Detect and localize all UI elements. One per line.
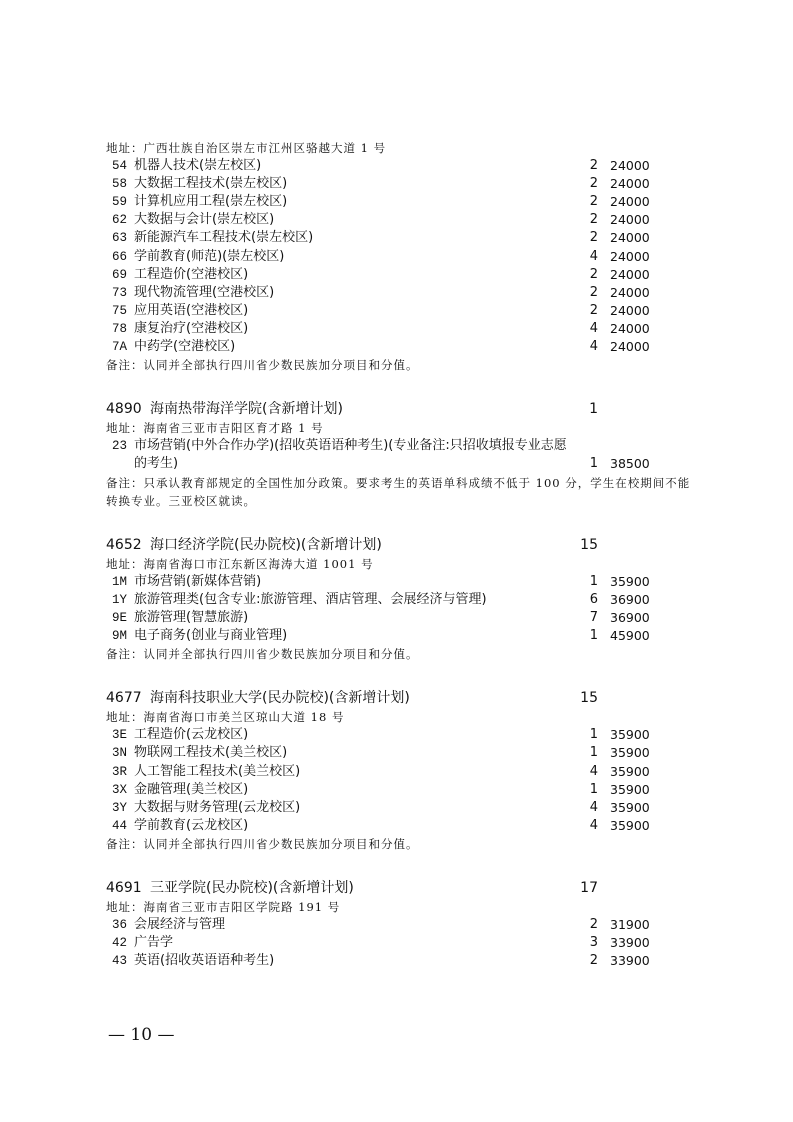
school-section <box>106 400 706 509</box>
major-plan-count: 6 <box>589 591 598 607</box>
address-label: 地址： <box>106 710 144 725</box>
note-text: 认同并全部执行四川省少数民族加分项目和分值。 <box>143 358 419 373</box>
major-tuition: 35900 <box>610 817 650 833</box>
address-label: 地址： <box>106 900 144 914</box>
major-name: 新能源汽车工程技术(崇左校区) <box>134 230 314 246</box>
major-row <box>106 284 706 302</box>
major-tuition: 31900 <box>610 917 650 933</box>
major-row <box>106 338 706 356</box>
major-tuition: 24000 <box>610 248 650 264</box>
major-tuition: 35900 <box>610 799 650 815</box>
major-tuition: 24000 <box>610 302 650 318</box>
major-tuition: 36900 <box>610 591 650 607</box>
school-address <box>106 898 706 916</box>
school-name: 海南科技职业大学(民办院校)(含新增计划) <box>150 690 410 707</box>
major-name: 电子商务(创业与商业管理) <box>134 628 288 644</box>
major-plan-count: 4 <box>589 799 598 815</box>
school-address <box>106 708 706 726</box>
major-name: 康复治疗(空港校区) <box>134 320 249 336</box>
major-name: 物联网工程技术(美兰校区) <box>134 745 288 761</box>
school-address <box>106 139 706 157</box>
major-code: 7A <box>112 340 128 355</box>
major-code: 3N <box>112 746 128 761</box>
major-code: 9E <box>112 610 128 625</box>
major-tuition: 45900 <box>610 628 650 644</box>
school-plan-count: 17 <box>580 880 598 896</box>
address-text: 海南省三亚市吉阳区育才路 1 号 <box>143 421 324 436</box>
major-tuition: 35900 <box>610 763 650 779</box>
major-plan-count: 2 <box>589 266 598 282</box>
major-code: 1M <box>112 574 128 589</box>
major-row <box>106 627 706 645</box>
major-tuition: 24000 <box>610 284 650 300</box>
major-tuition: 38500 <box>610 456 650 472</box>
major-row <box>106 799 706 817</box>
major-tuition: 24000 <box>610 339 650 355</box>
major-name: 旅游管理类(包含专业:旅游管理、酒店管理、会展经济与管理) <box>134 591 487 607</box>
school-plan-count: 1 <box>589 401 598 418</box>
major-plan-count: 4 <box>589 339 598 355</box>
address-text: 海南省海口市美兰区琼山大道 18 号 <box>143 710 345 725</box>
note-text: 认同并全部执行四川省少数民族加分项目和分值。 <box>143 836 419 851</box>
major-code: 58 <box>112 177 128 192</box>
school-note <box>106 645 706 663</box>
major-row <box>106 609 706 627</box>
major-tuition: 24000 <box>610 158 650 174</box>
major-row <box>106 952 706 970</box>
major-name: 人工智能工程技术(美兰校区) <box>134 763 301 779</box>
note-label: 备注： <box>106 647 144 662</box>
address-text: 海南省三亚市吉阳区学院路 191 号 <box>143 900 341 914</box>
address-text: 海南省海口市江东新区海涛大道 1001 号 <box>143 556 374 571</box>
major-name: 市场营销(新媒体营销) <box>134 573 262 589</box>
major-name: 应用英语(空港校区) <box>134 302 249 318</box>
major-tuition: 24000 <box>610 320 650 336</box>
major-row <box>106 763 706 781</box>
school-address <box>106 555 706 573</box>
major-row <box>106 229 706 247</box>
major-plan-count: 2 <box>589 194 598 210</box>
major-code: 3Y <box>112 800 128 815</box>
note-label: 备注： <box>106 475 144 490</box>
major-code: 23 <box>112 439 128 454</box>
major-code: 43 <box>112 954 128 969</box>
major-row <box>106 591 706 609</box>
major-name: 中药学(空港校区) <box>134 339 236 355</box>
major-row <box>106 266 706 284</box>
major-row <box>106 573 706 591</box>
major-code: 42 <box>112 936 128 951</box>
major-code: 63 <box>112 231 128 246</box>
note-label: 备注： <box>106 836 144 851</box>
major-plan-count: 3 <box>589 935 598 951</box>
address-label: 地址： <box>106 421 144 436</box>
major-code: 3R <box>112 764 128 779</box>
major-code: 3X <box>112 782 128 797</box>
major-name: 学前教育(云龙校区) <box>134 817 249 833</box>
address-label: 地址： <box>106 556 144 571</box>
major-code: 44 <box>112 818 128 833</box>
major-plan-count: 4 <box>589 320 598 336</box>
major-name: 大数据工程技术(崇左校区) <box>134 176 288 192</box>
major-plan-count: 4 <box>589 248 598 264</box>
major-name: 机器人技术(崇左校区) <box>134 158 262 174</box>
major-row <box>106 248 706 266</box>
major-name: 金融管理(美兰校区) <box>134 781 249 797</box>
school-note <box>106 356 706 374</box>
major-tuition: 24000 <box>610 212 650 228</box>
note-text: 只承认教育部规定的全国性加分政策。要求考生的英语单科成绩不低于 100 分，学生在校期间不能转换专业。三亚校区就读。 <box>106 475 691 508</box>
major-plan-count: 1 <box>589 745 598 761</box>
major-name: 大数据与财务管理(云龙校区) <box>134 799 301 815</box>
page-number: — 10 — <box>108 1025 175 1045</box>
major-code: 36 <box>112 918 128 933</box>
major-tuition: 24000 <box>610 194 650 210</box>
major-name: 现代物流管理(空港校区) <box>134 284 275 300</box>
school-id: 4652 <box>106 536 142 553</box>
major-name: 工程造价(空港校区) <box>134 266 249 282</box>
major-tuition: 36900 <box>610 609 650 625</box>
note-text: 认同并全部执行四川省少数民族加分项目和分值。 <box>143 647 419 662</box>
major-row <box>106 916 706 934</box>
major-plan-count: 1 <box>589 727 598 743</box>
major-name: 市场营销(中外合作办学)(招收英语语种考生)(专业备注:只招收填报专业志愿的考生) <box>134 438 567 472</box>
major-row <box>106 726 706 744</box>
major-plan-count: 2 <box>589 158 598 174</box>
major-code: 59 <box>112 195 128 210</box>
major-tuition: 33900 <box>610 935 650 951</box>
major-plan-count: 2 <box>589 302 598 318</box>
major-plan-count: 1 <box>589 573 598 589</box>
document-body <box>106 139 706 970</box>
major-code: 69 <box>112 267 128 282</box>
major-row <box>106 781 706 799</box>
major-name: 广告学 <box>134 935 174 951</box>
major-row <box>106 744 706 762</box>
major-name: 英语(招收英语语种考生) <box>134 953 275 969</box>
major-row <box>106 934 706 952</box>
major-tuition: 35900 <box>610 573 650 589</box>
note-label: 备注： <box>106 358 144 373</box>
major-row <box>106 302 706 320</box>
major-plan-count: 2 <box>589 284 598 300</box>
major-name: 大数据与会计(崇左校区) <box>134 212 275 228</box>
school-id: 4677 <box>106 690 142 707</box>
school-name: 三亚学院(民办院校)(含新增计划) <box>150 880 354 896</box>
school-note <box>106 474 696 510</box>
major-name: 工程造价(云龙校区) <box>134 727 249 743</box>
school-note <box>106 835 706 853</box>
major-plan-count: 4 <box>589 763 598 779</box>
major-code: 75 <box>112 303 128 318</box>
major-row <box>106 437 706 473</box>
major-code: 73 <box>112 285 128 300</box>
major-tuition: 35900 <box>610 727 650 743</box>
major-plan-count: 1 <box>589 781 598 797</box>
school-address <box>106 419 706 437</box>
major-plan-count: 2 <box>589 953 598 969</box>
major-plan-count: 2 <box>589 176 598 192</box>
major-tuition: 24000 <box>610 176 650 192</box>
major-plan-count: 1 <box>589 456 598 472</box>
major-name: 学前教育(师范)(崇左校区) <box>134 248 285 264</box>
major-code: 1Y <box>112 592 128 607</box>
school-section <box>106 879 706 970</box>
major-plan-count: 2 <box>589 917 598 933</box>
major-code: 9M <box>112 629 128 644</box>
school-header <box>106 879 706 898</box>
major-tuition: 24000 <box>610 230 650 246</box>
school-name: 海南热带海洋学院(含新增计划) <box>150 401 343 418</box>
major-plan-count: 2 <box>589 230 598 246</box>
major-plan-count: 1 <box>589 628 598 644</box>
major-tuition: 35900 <box>610 781 650 797</box>
major-tuition: 33900 <box>610 953 650 969</box>
school-header <box>106 400 706 419</box>
major-plan-count: 7 <box>589 609 598 625</box>
school-id: 4691 <box>106 880 142 896</box>
major-row <box>106 211 706 229</box>
school-section <box>106 536 706 664</box>
major-plan-count: 4 <box>589 817 598 833</box>
major-row <box>106 157 706 175</box>
major-tuition: 24000 <box>610 266 650 282</box>
major-row <box>106 193 706 211</box>
school-header <box>106 689 706 708</box>
major-code: 3E <box>112 728 128 743</box>
major-tuition: 35900 <box>610 745 650 761</box>
major-row <box>106 320 706 338</box>
major-code: 54 <box>112 159 128 174</box>
major-code: 62 <box>112 213 128 228</box>
major-name: 旅游管理(智慧旅游) <box>134 609 249 625</box>
major-plan-count: 2 <box>589 212 598 228</box>
major-row <box>106 175 706 193</box>
school-id: 4890 <box>106 401 142 418</box>
major-name: 会展经济与管理 <box>134 917 226 933</box>
major-row <box>106 817 706 835</box>
school-name: 海口经济学院(民办院校)(含新增计划) <box>150 536 382 553</box>
major-code: 78 <box>112 321 128 336</box>
school-plan-count: 15 <box>580 690 598 707</box>
school-plan-count: 15 <box>580 536 598 553</box>
school-section <box>106 139 706 374</box>
major-name: 计算机应用工程(崇左校区) <box>134 194 288 210</box>
school-section <box>106 689 706 853</box>
school-header <box>106 536 706 555</box>
address-text: 广西壮族自治区崇左市江州区骆越大道 1 号 <box>143 141 387 155</box>
address-label: 地址： <box>106 141 144 155</box>
major-code: 66 <box>112 249 128 264</box>
